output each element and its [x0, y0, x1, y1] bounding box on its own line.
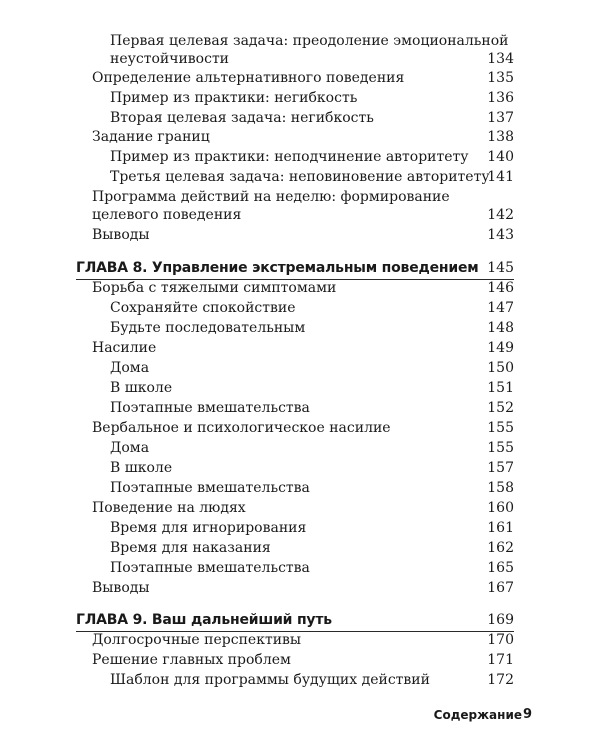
toc-entry-title: Пример из практики: неподчинение авторитету	[110, 149, 469, 165]
toc-entry-title: Время для игнорирования	[110, 520, 307, 536]
toc-entry	[110, 538, 514, 558]
toc-entry-page: 170	[487, 632, 514, 648]
toc-entry	[110, 398, 514, 418]
toc-entry-page: 157	[487, 460, 514, 476]
toc-entry-page: 135	[487, 70, 514, 86]
toc-entry	[110, 518, 514, 538]
toc-entry-title: В школе	[110, 380, 173, 396]
toc-entry-page: 172	[487, 672, 514, 688]
toc-entry-title: целевого поведения	[92, 207, 242, 223]
toc-entry	[110, 478, 514, 498]
toc-entry	[92, 187, 514, 207]
toc-entry-title: Поэтапные вмешательства	[110, 480, 310, 496]
toc-entry	[110, 167, 514, 187]
toc-entry	[110, 378, 514, 398]
chapter-title: ГЛАВА 9. Ваш дальнейший путь	[76, 612, 332, 628]
toc-entry-title: Поведение на людях	[92, 500, 246, 516]
toc-entry	[92, 498, 514, 518]
toc-entry	[110, 318, 514, 338]
toc-entry-page: 148	[487, 320, 514, 336]
toc-entry	[110, 49, 514, 69]
toc-entry-title: Время для наказания	[110, 540, 271, 556]
toc-entry	[92, 338, 514, 358]
toc-entry	[92, 278, 514, 298]
toc-entry-title: Дома	[110, 360, 150, 376]
toc-entry	[92, 630, 514, 650]
toc-entry-page: 155	[487, 420, 514, 436]
chapter-page: 169	[487, 612, 514, 628]
toc-entry-page: 149	[487, 340, 514, 356]
toc-entry-title: Насилие	[92, 340, 157, 356]
chapter-heading	[76, 258, 514, 278]
toc-entry-title: Пример из практики: негибкость	[110, 90, 358, 106]
page-number: 9	[522, 707, 532, 722]
toc-entry	[92, 205, 514, 225]
toc-entry	[110, 147, 514, 167]
toc-entry-title: Вербальное и психологическое насилие	[92, 420, 391, 436]
toc-entry-title: Борьба с тяжелыми симптомами	[92, 280, 337, 296]
toc-entry-title: Дома	[110, 440, 150, 456]
toc-entry	[110, 438, 514, 458]
toc-entry-title: Поэтапные вмешательства	[110, 400, 310, 416]
toc-entry-page: 141	[487, 169, 514, 185]
toc-entry	[92, 650, 514, 670]
toc-entry-page: 136	[487, 90, 514, 106]
toc-entry	[92, 68, 514, 88]
toc-entry-page: 151	[487, 380, 514, 396]
toc-entry	[110, 108, 514, 128]
running-section-title: Содержание	[433, 708, 522, 722]
toc-entry	[92, 578, 514, 598]
toc-entry-title: Задание границ	[92, 129, 210, 145]
toc-entry-page: 134	[487, 51, 514, 67]
toc-entry	[110, 358, 514, 378]
toc-entry-page: 142	[487, 207, 514, 223]
toc-entry-title: Поэтапные вмешательства	[110, 560, 310, 576]
toc-entry	[110, 88, 514, 108]
toc-entry	[92, 225, 514, 245]
toc-entry-title: Долгосрочные перспективы	[92, 632, 302, 648]
toc-entry	[92, 418, 514, 438]
chapter-page: 145	[487, 260, 514, 276]
toc-entry-title: Первая целевая задача: преодоление эмоциональной	[110, 33, 509, 49]
toc-entry-page: 160	[487, 500, 514, 516]
toc-entry-page: 165	[487, 560, 514, 576]
toc-entry-page: 143	[487, 227, 514, 243]
toc-entry-page: 152	[487, 400, 514, 416]
toc-entry-title: Будьте последовательным	[110, 320, 306, 336]
page-footer	[0, 708, 600, 728]
toc-entry-page: 167	[487, 580, 514, 596]
toc-entry	[110, 670, 514, 690]
toc-entry-title: Программа действий на неделю: формирование	[92, 189, 450, 205]
toc-entry	[92, 127, 514, 147]
toc-entry-page: 140	[487, 149, 514, 165]
toc-entry-title: Выводы	[92, 580, 150, 596]
chapter-heading	[76, 610, 514, 630]
toc-entry-title: Сохраняйте спокойствие	[110, 300, 296, 316]
toc-entry-title: Решение главных проблем	[92, 652, 291, 668]
toc-entry-page: 137	[487, 110, 514, 126]
toc-entry-page: 158	[487, 480, 514, 496]
toc-entry-title: Выводы	[92, 227, 150, 243]
chapter-title: ГЛАВА 8. Управление экстремальным поведением	[76, 260, 479, 276]
toc-entry-title: Шаблон для программы будущих действий	[110, 672, 430, 688]
toc-entry-title: Вторая целевая задача: негибкость	[110, 110, 374, 126]
toc-entry-title: Третья целевая задача: неповиновение авторитету	[110, 169, 490, 185]
toc-entry-page: 161	[487, 520, 514, 536]
toc-entry-page: 146	[487, 280, 514, 296]
toc-entry-page: 162	[487, 540, 514, 556]
toc-entry	[110, 31, 514, 51]
toc-entry	[110, 558, 514, 578]
toc-entry	[110, 298, 514, 318]
toc-entry-page: 138	[487, 129, 514, 145]
toc-entry-title: В школе	[110, 460, 173, 476]
toc-entry-title: Определение альтернативного поведения	[92, 70, 405, 86]
toc-entry	[110, 458, 514, 478]
toc-entry-page: 171	[487, 652, 514, 668]
toc-entry-page: 150	[487, 360, 514, 376]
toc-entry-title: неустойчивости	[110, 51, 230, 67]
toc-entry-page: 147	[487, 300, 514, 316]
toc-entry-page: 155	[487, 440, 514, 456]
